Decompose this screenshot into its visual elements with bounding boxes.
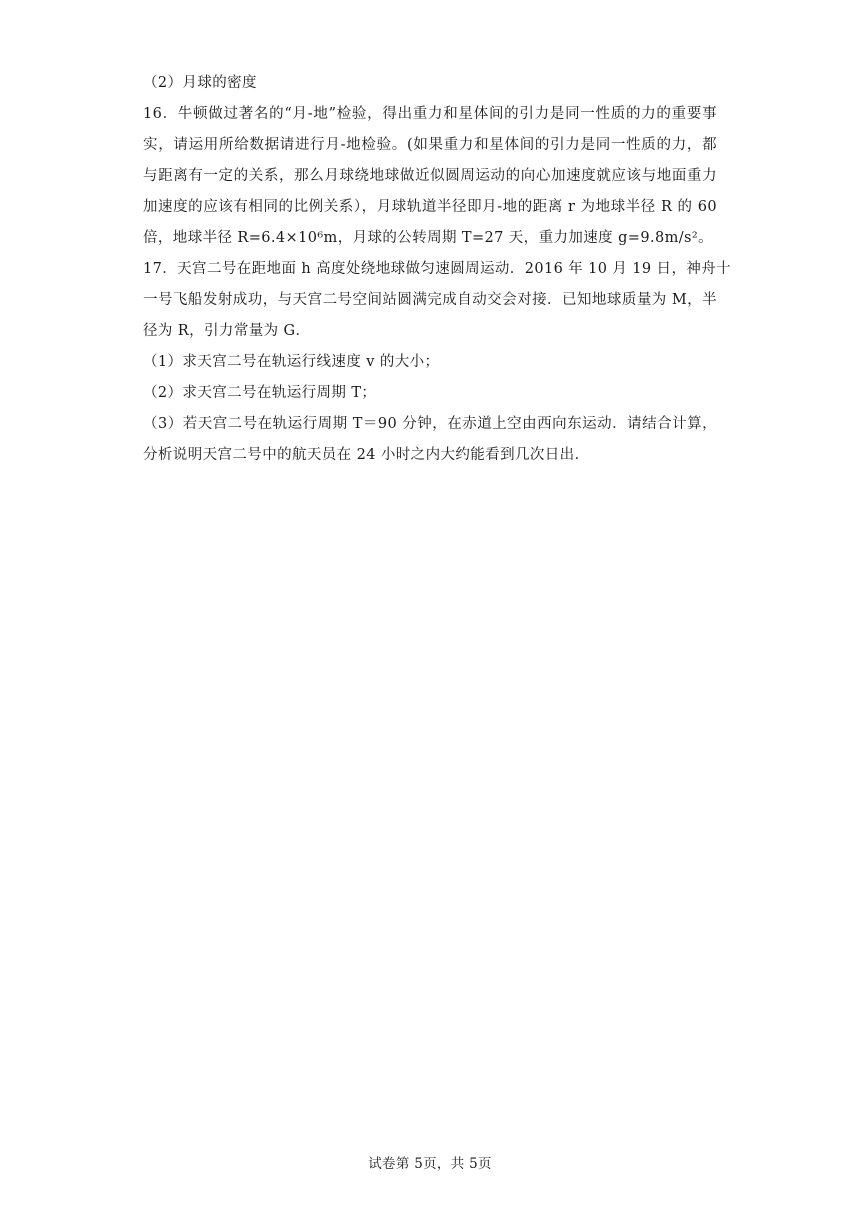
q16-line-3: 与距离有一定的关系，那么月球绕地球做近似圆周运动的向心加速度就应该与地面重力 [143,168,717,184]
q17-line-2: 一号飞船发射成功，与天宫二号空间站圆满完成自动交会对接．已知地球质量为 M，半 [143,292,717,308]
q16-line-1: 16．牛顿做过著名的“月-地”检验，得出重力和星体间的引力是同一性质的力的重要事 [143,106,717,122]
q17-part2-line: （2）求天宫二号在轨运行周期 T； [143,385,377,401]
page-footer: 试卷第 5页，共 5页 [368,1156,492,1172]
q16-line-2: 实，请运用所给数据请进行月-地检验。(如果重力和星体间的引力是同一性质的力，都 [143,137,717,153]
q17-part3-line-2: 分析说明天宫二号中的航天员在 24 小时之内大约能看到几次日出． [143,447,590,463]
q17-part3-line-1: （3）若天宫二号在轨运行周期 T＝90 分钟，在赤道上空由西向东运动．请结合计算， [143,416,717,432]
q17-line-1: 17．天宫二号在距地面 h 高度处绕地球做匀速圆周运动．2016 年 10 月 19 日，神舟十 [143,261,732,277]
q17-part1-line: （1）求天宫二号在轨运行线速度 v 的大小； [143,354,440,370]
q15-part2-line: （2）月球的密度 [143,75,257,91]
q16-line-4: 加速度的应该有相同的比例关系），月球轨道半径即月-地的距离 r 为地球半径 R 的 60 [143,199,717,215]
q17-line-3: 径为 R，引力常量为 G． [143,323,311,339]
q16-line-5: 倍，地球半径 R=6.4×10⁶m，月球的公转周期 T=27 天，重力加速度 g=9.8m/s²。 [143,230,713,246]
question-text-block [143,68,732,471]
